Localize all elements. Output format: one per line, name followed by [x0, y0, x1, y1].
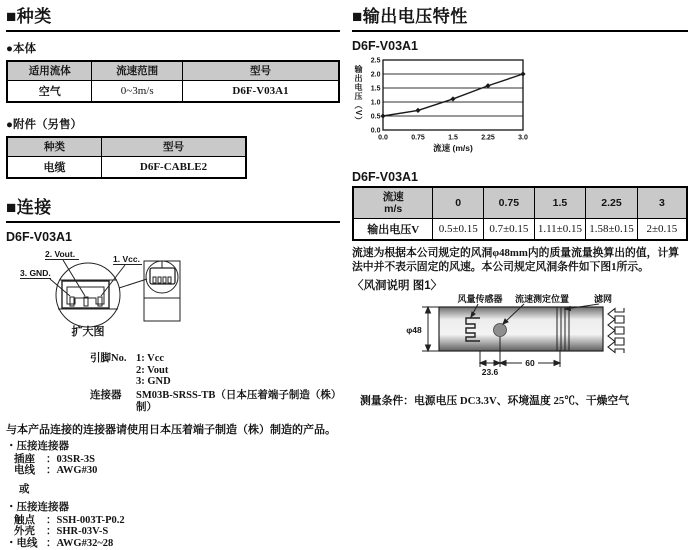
left-column — [6, 0, 340, 550]
col-header-fluid: 适用流体 — [7, 61, 92, 81]
table-header-row — [7, 137, 246, 157]
crimp-row-label: 外壳 — [14, 525, 35, 537]
x-tick-label: 0.75 — [411, 134, 425, 142]
pin-1-value: 1: Vcc — [136, 353, 165, 365]
y-tick-label: 0.0 — [370, 127, 381, 135]
col-header-model: 型号 — [182, 61, 339, 81]
spacer — [90, 365, 136, 377]
speed-header: 0 — [433, 187, 484, 219]
position-label: 流速测定位置 — [514, 294, 570, 305]
pin-info-row — [90, 353, 340, 365]
pin-info-row — [90, 390, 340, 413]
crimp-connector-block-1 — [6, 440, 340, 477]
body-spec-table — [6, 60, 340, 103]
measurement-conditions: 测量条件：电源电压 DC3.3V、环境温度 25℃、干燥空气 — [360, 395, 630, 408]
table-row — [7, 81, 339, 103]
crimp-row-label: 电线 — [14, 465, 35, 477]
corner-header-cell — [353, 187, 433, 219]
section-heading-connection: ■连接 — [6, 193, 340, 223]
corner-unit: m/s — [384, 203, 403, 216]
crimp-title: ・压接连接器 — [6, 501, 69, 513]
corner-title: 流速 — [382, 191, 404, 203]
voltage-value-cell: 0.7±0.15 — [484, 219, 535, 241]
wire-row — [6, 538, 340, 550]
data-point-marker — [520, 71, 525, 76]
cell-fluid: 空气 — [7, 81, 92, 103]
flow-speed-note: 流速为根据本公司规定的风洞φ48mm内的质量流量换算出的值，计算法中并不表示固定的风速。本公司规定风洞条件如下图1所示。 — [352, 247, 680, 274]
enlarged-view-caption: 扩大图 — [71, 326, 105, 339]
crimp-row — [6, 454, 340, 465]
speed-header: 3 — [637, 187, 687, 219]
wind-tunnel-caption: 〈风洞说明 图1〉 — [352, 280, 443, 293]
dim-60-label: 60 — [525, 358, 535, 369]
dim-23-6-label: 23.6 — [481, 367, 499, 378]
table-header-row — [7, 61, 339, 81]
x-tick-label: 0.0 — [378, 134, 388, 142]
output-voltage-table — [352, 186, 688, 241]
pin-2-value: 2: Vout — [136, 364, 169, 376]
airflow-arrows — [608, 308, 624, 353]
data-point-marker — [380, 113, 385, 118]
section-heading-types: ■种类 — [6, 2, 340, 32]
output-voltage-chart — [363, 55, 555, 155]
crimp-row-label: 插座 — [14, 454, 35, 466]
crimp-row — [6, 526, 340, 537]
pin1-label: 1. Vcc. — [113, 254, 140, 265]
cell-model: D6F-CABLE2 — [102, 157, 247, 179]
row-label-cell: 输出电压V — [353, 219, 433, 241]
table-header-row — [353, 187, 687, 219]
connection-note: 与本产品连接的连接器请使用日本压着端子制造（株）制造的产品。 — [6, 424, 336, 437]
pin-no-label: 引脚No. — [90, 353, 127, 365]
connector-label: 连接器 — [90, 389, 122, 401]
cell-model: D6F-V03A1 — [182, 81, 339, 103]
voltage-value-cell: 1.11±0.15 — [534, 219, 586, 241]
chart-y-axis-label: 输出电压（V） — [354, 65, 363, 126]
col-header-kind: 种类 — [7, 137, 102, 157]
device-pin — [153, 277, 156, 283]
leader-vout — [63, 260, 85, 296]
y-tick-label: 1.5 — [370, 85, 381, 93]
x-tick-label: 1.5 — [448, 134, 458, 142]
crimp-row — [6, 515, 340, 526]
accessory-spec-table — [6, 136, 247, 179]
col-header-model: 型号 — [102, 137, 247, 157]
crimp-row-value: ：03SR-3S — [46, 454, 96, 466]
magnifier-circle — [56, 263, 120, 327]
wind-tunnel-diagram — [352, 293, 688, 381]
voltage-value-cell: 0.5±0.15 — [433, 219, 484, 241]
diameter-label: φ48 — [406, 325, 422, 336]
body-sub-heading: ●本体 — [6, 43, 36, 55]
pin-1-vcc — [98, 297, 102, 306]
data-point-marker — [415, 108, 420, 113]
right-column — [352, 0, 688, 408]
accessory-sub-heading: ●附件（另售） — [6, 119, 82, 132]
pin-3-gnd — [70, 297, 74, 306]
pin3-label: 3. GND. — [20, 268, 51, 279]
voltage-curve — [383, 74, 523, 116]
device-pin — [163, 277, 166, 283]
speed-header: 0.75 — [484, 187, 535, 219]
crimp-connector-block-2 — [6, 501, 340, 538]
crimp-row-value: ：AWG#30 — [46, 465, 98, 477]
crimp-title: ・压接连接器 — [6, 441, 69, 453]
speed-header: 1.5 — [534, 187, 586, 219]
y-tick-label: 0.5 — [370, 113, 381, 121]
filter-label: 滤网 — [593, 294, 613, 305]
crimp-row-value: ：SHR-03V-S — [46, 525, 109, 537]
y-tick-label: 2.5 — [370, 57, 381, 65]
pin2-label: 2. Vout. — [45, 249, 76, 260]
pin-info-row — [90, 376, 340, 388]
plot-border — [383, 60, 523, 130]
crimp-row-label: 触点 — [14, 514, 35, 526]
connection-model-label: D6F-V03A1 — [6, 230, 72, 245]
wire-label: ・电线 — [6, 538, 38, 550]
sensor-label: 风量传感器 — [457, 294, 503, 305]
measure-point-dot — [494, 324, 507, 337]
voltage-value-cell: 2±0.15 — [637, 219, 687, 241]
y-tick-label: 1.0 — [370, 99, 381, 107]
data-point-marker — [450, 96, 455, 101]
table-row — [7, 157, 246, 179]
connector-diagram — [6, 246, 341, 338]
wind-tunnel-shapes — [422, 304, 624, 367]
pin-3-value: 3: GND — [136, 376, 171, 388]
device-pin — [168, 277, 171, 283]
voltage-value-cell: 1.58±0.15 — [586, 219, 638, 241]
spacer — [90, 376, 136, 388]
col-header-range: 流速范围 — [92, 61, 183, 81]
y-tick-label: 2.0 — [370, 71, 381, 79]
connector-value: SM03B-SRSS-TB（日本压着端子制造（株）制） — [136, 389, 337, 413]
chart-model-label: D6F-V03A1 — [352, 39, 418, 53]
chart-x-axis-label: 流速 (m/s) — [433, 143, 473, 153]
x-tick-label: 3.0 — [518, 134, 528, 142]
cell-kind: 电缆 — [7, 157, 102, 179]
cell-range: 0~3m/s — [92, 81, 183, 103]
speed-header: 2.25 — [586, 187, 638, 219]
crimp-row-value: ：SSH-003T-P0.2 — [46, 514, 125, 526]
connector-diagram-labels — [20, 249, 140, 338]
section-heading-output: ■输出电压特性 — [352, 2, 688, 32]
pin-info-block — [90, 353, 340, 413]
x-tick-label: 2.25 — [481, 134, 495, 142]
table-model-label: D6F-V03A1 — [352, 170, 418, 184]
output-voltage-chart-block — [354, 55, 688, 159]
or-label: 或 — [19, 483, 30, 495]
table-row — [353, 219, 687, 241]
magnify-link-line — [119, 279, 147, 288]
wire-value: ：AWG#32~28 — [46, 538, 114, 550]
pin-info-row — [90, 365, 340, 377]
tunnel-cylinder — [439, 307, 603, 351]
device-pin — [158, 277, 161, 283]
diameter-dimension — [422, 307, 439, 351]
